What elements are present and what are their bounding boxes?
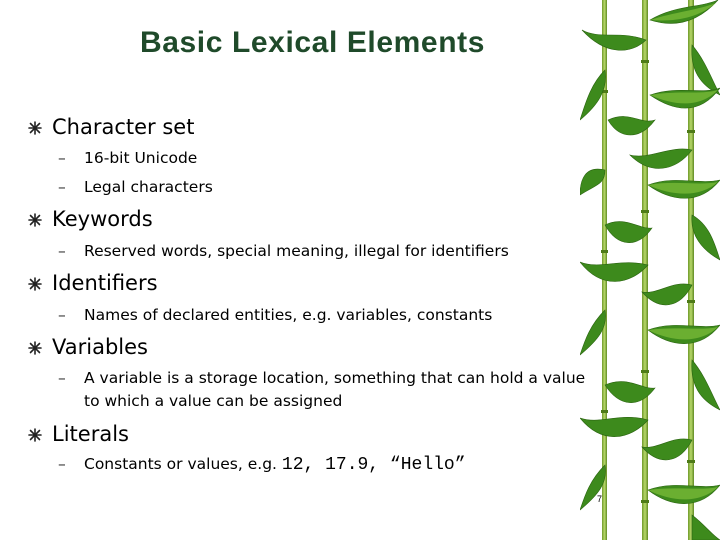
bamboo-leaves-border [580, 0, 720, 540]
bullet-literals [52, 422, 129, 446]
bullet-label: Variables [52, 335, 148, 359]
bullet-label: Literals [52, 422, 129, 446]
dash-icon: – [58, 306, 66, 324]
sub-bullet-label: Constants or values, e.g. [84, 455, 282, 473]
asterisk-bullet-icon [28, 428, 42, 442]
dash-icon: – [58, 455, 66, 473]
sub-bullet-label: Legal characters [84, 178, 213, 196]
sub-bullet-label: A variable is a storage location, something that can hold a value to which a value can be assigned [84, 369, 586, 410]
sub-bullet-variable-definition [58, 367, 604, 413]
slide-title: Basic Lexical Elements [139, 26, 486, 59]
literal-examples-code: 12, 17.9, “Hello” [281, 455, 466, 475]
sub-bullet-label: 16-bit Unicode [84, 149, 198, 167]
bullet-character-set [52, 115, 194, 139]
asterisk-bullet-icon [28, 121, 42, 135]
sub-bullet-unicode [58, 147, 614, 170]
sub-bullet-constants [58, 453, 614, 477]
bullet-label: Keywords [52, 207, 153, 231]
asterisk-bullet-icon [28, 277, 42, 291]
dash-icon: – [58, 242, 66, 260]
sub-bullet-legal-characters [58, 176, 614, 199]
bullet-label: Identifiers [52, 271, 158, 295]
bullet-label: Character set [52, 115, 195, 139]
sub-bullet-label: Names of declared entities, e.g. variables, constants [84, 306, 493, 324]
bullet-identifiers [52, 271, 158, 295]
sub-bullet-label: Reserved words, special meaning, illegal for identifiers [84, 242, 509, 260]
page-number: 7 [597, 494, 603, 504]
bullet-keywords [52, 207, 153, 231]
dash-icon: – [58, 149, 66, 167]
dash-icon: – [58, 178, 66, 196]
asterisk-bullet-icon [28, 213, 42, 227]
sub-bullet-declared-entities [58, 304, 614, 327]
asterisk-bullet-icon [28, 341, 42, 355]
bullet-variables [52, 335, 148, 359]
sub-bullet-reserved-words [58, 240, 614, 263]
dash-icon: – [58, 369, 66, 387]
